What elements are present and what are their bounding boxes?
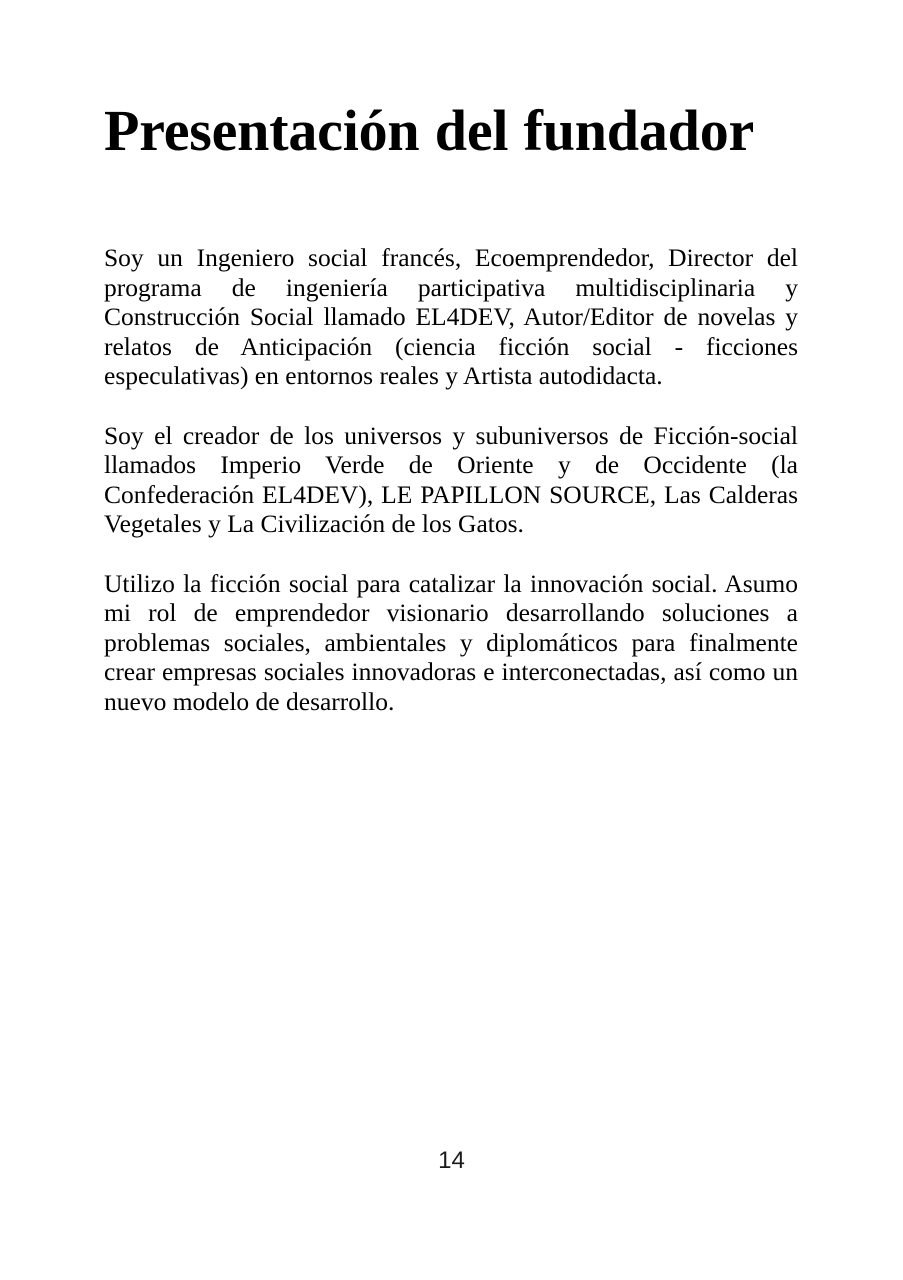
paragraph: Utilizo la ficción social para catalizar la innovación social. Asumo mi rol de emprendedor visionario desarrollando soluciones a problemas sociales, ambientales y diplomáticos para finalmente crear empresas sociales innovadoras e interconectadas, así como un nuevo modelo de desarrollo. [104,568,798,716]
page-number: 14 [438,1147,465,1174]
body-text [104,243,798,717]
page-content [104,0,798,717]
paragraph: Soy el creador de los universos y subuniversos de Ficción-social llamados Imperio Verde de Oriente y de Occidente (la Confederación EL4DEV), LE PAPILLON SOURCE, Las Calderas Vegetales y La Civilización de los Gatos. [104,420,798,539]
page-title: Presentación del fundador [104,98,755,163]
paragraph: Soy un Ingeniero social francés, Ecoemprendedor, Director del programa de ingeniería participativa multidisciplinaria y Construcción Social llamado EL4DEV, Autor/Editor de novelas y relatos de Anticipación (ciencia ficción social - ficciones especulativas) en entornos reales y Artista autodidacta. [104,243,798,391]
